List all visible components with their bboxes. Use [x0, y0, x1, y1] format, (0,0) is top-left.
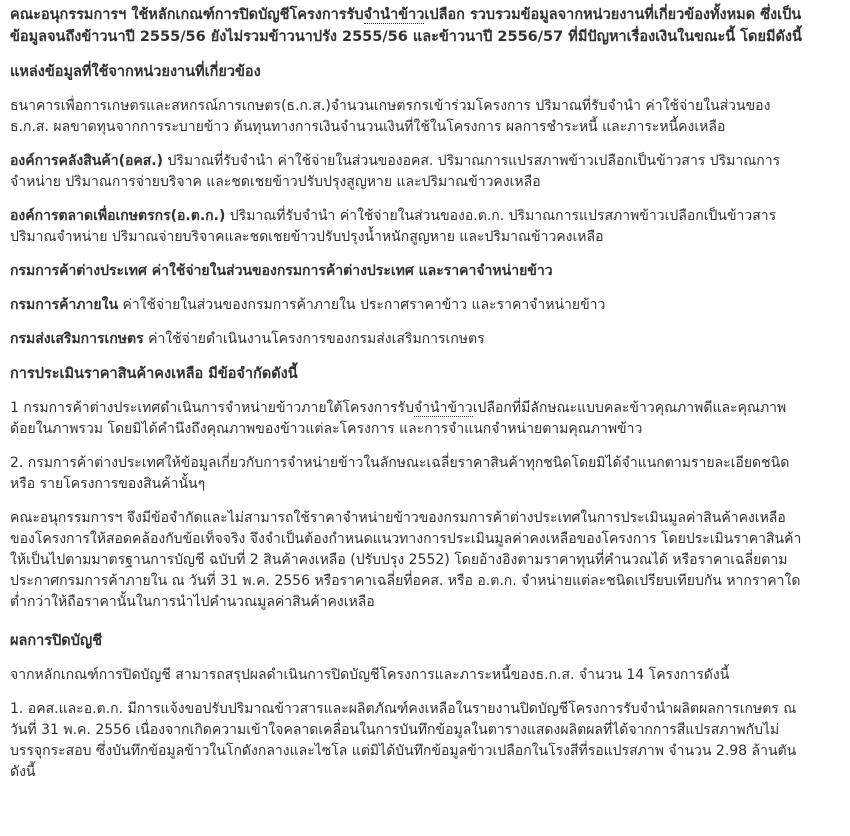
- source-text: จำนวนเกษตรกรเข้าร่วมโครงการ ปริมาณที่รับจำนำ ค่าใช้จ่ายในส่วนของธ.ก.ส. ผลขาดทุนจากการระบายข้าว ต้นทุนทางการเงินจำนวนเงินที่ใช้ในโครงการ ผลการชำระหนี้ และภาระหนี้คงเหลือ: [10, 98, 771, 135]
- source-label: ธนาคารเพื่อการเกษตรและสหกรณ์การเกษตร(ธ.ก.ส.): [10, 98, 331, 114]
- rice-pledging-term[interactable]: จำนำข้าว: [413, 400, 473, 416]
- limits-heading: การประเมินราคาสินค้าคงเหลือ มีข้อจำกัดดังนี้: [10, 366, 298, 382]
- intro-text-end: เปลือก รวบรวมข้อมูลจากหน่วยงานที่เกี่ยวข้องทั้งหมด ซึ่งเป็นข้อมูลจนถึงข้าวนาปี 2555/56 ยังไม่รวมข้าวนาปรัง 2555/56 และข้าวนาปี 2556/57 ที่มีปัญหาเรื่องเงินในขณะนี้ โดยมีดังนี้: [10, 7, 802, 45]
- limit-text-end: เปลือกที่มีลักษณะแบบคละข้าวคุณภาพดีและคุณภาพด้อยในภาพรวม โดยมิได้คำนึงถึงคุณภาพของข้าวแต่ละโครงการ และการจำแนกจำหน่ายตามคุณภาพข้าว: [10, 400, 787, 437]
- limit-item-1: [10, 398, 808, 440]
- limits-conclusion: คณะอนุกรรมการฯ จึงมีข้อจำกัดและไม่สามารถใช้ราคาจำหน่ายข้าวของกรมการค้าต่างประเทศในการประเมินมูลค่าสินค้าคงเหลือของโครงการให้สอดคล้องกับข้อเท็จจริง จึงจำเป็นต้องกำหนดแนวทางการประเมินมูลค่าคงเหลือของโครงการ โดยประเมินราคาสินค้าให้เป็นไปตามมาตรฐานการบัญชี ฉบับที่ 2 สินค้าคงเหลือ (ปรับปรุง 2552) โดยอ้างอิงตามราคาทุนที่คำนวณได้ หรือราคาเฉลี่ยตามประกาศกรมการค้าภายใน ณ วันที่ 31 พ.ค. 2556 หรือราคาเฉลี่ยที่อคส. หรือ อ.ต.ก. จำหน่ายแต่ละชนิดเปรียบเทียบกัน หากราคาใดต่ำกว่าให้ถือราคานั้นในการนำไปคำนวณมูลค่าสินค้าคงเหลือ: [10, 510, 802, 610]
- source-text: ปริมาณที่รับจำนำ ค่าใช้จ่ายในส่วนของอคส. ปริมาณการแปรสภาพข้าวเปลือกเป็นข้าวสาร ปริมาณการจำหน่าย ปริมาณการจ่ายบริจาค และชดเชยข้าวปรับปรุงสูญหาย และปริมาณข้าวคงเหลือ: [10, 153, 781, 190]
- results-item-1: 1. อคส.และอ.ต.ก. มีการแจ้งขอปรับปริมาณข้าวสารและผลิตภัณฑ์คงเหลือในรายงานปิดบัญชีโครงการรับจำนำผลิตผลการเกษตร ณ วันที่ 31 พ.ค. 2556 เนื่องจากเกิดความเข้าใจคลาดเคลื่อนในการบันทึกข้อมูลในตารางแสดงผลิตผลที่ได้จากการสีแปรสภาพกับไม่บรรจุกระสอบ ซึ่งบันทึกข้อมูลข้าวในโกดังกลางและไซโล แต่มิได้บันทึกข้อมูลข้าวเปลือกในโรงสีที่รอแปรสภาพ จำนวน 2.98 ล้านตัน ดังนี้: [10, 701, 797, 780]
- results-heading: ผลการปิดบัญชี: [10, 633, 103, 649]
- rice-pledging-term[interactable]: จำนำข้าว: [363, 7, 425, 23]
- source-label: องค์การคลังสินค้า(อคส.): [10, 153, 164, 169]
- source-label: องค์การตลาดเพื่อเกษตรกร(อ.ต.ก.): [10, 208, 226, 224]
- limit-text-start: 1 กรมการค้าต่างประเทศดำเนินการจำหน่ายข้าวภายใต้โครงการรับ: [10, 400, 414, 416]
- source-item-pwo: [10, 151, 808, 193]
- sources-heading: แหล่งข้อมูลที่ใช้จากหน่วยงานที่เกี่ยวข้อง: [10, 64, 261, 80]
- source-text: ค่าใช้จ่ายดำเนินงานโครงการของกรมส่งเสริมการเกษตร: [143, 331, 485, 347]
- limit-item-2: 2. กรมการค้าต่างประเทศให้ข้อมูลเกี่ยวกับการจำหน่ายข้าวในลักษณะเฉลี่ยราคาสินค้าทุกชนิดโดยมิได้จำแนกตามรายละเอียดชนิด หรือ รายโครงการของสินค้านั้นๆ: [10, 455, 790, 492]
- intro-text-start: คณะอนุกรรมการฯ ใช้หลักเกณฑ์การปิดบัญชีโครงการรับ: [10, 7, 364, 23]
- intro-paragraph: [10, 4, 808, 48]
- article-body: [0, 4, 824, 783]
- source-label: กรมการค้าภายใน: [10, 297, 119, 313]
- source-text: ค่าใช้จ่ายในส่วนของกรมการค้าภายใน ประกาศราคาข้าว และราคาจำหน่ายข้าว: [118, 297, 606, 313]
- source-item-foreign-trade: [10, 261, 808, 282]
- source-item-agri-extension: [10, 329, 808, 350]
- source-item-internal-trade: [10, 295, 808, 316]
- source-label: กรมส่งเสริมการเกษตร: [10, 331, 144, 347]
- source-item-baac: [10, 96, 808, 138]
- source-item-mof: [10, 206, 808, 248]
- source-text: ปริมาณที่รับจำนำ ค่าใช้จ่ายในส่วนของอ.ต.ก. ปริมาณการแปรสภาพข้าวเปลือกเป็นข้าวสาร ปริมาณจำหน่าย ปริมาณจ่ายบริจาคและชดเชยข้าวปรับปรุงน้ำหนักสูญหาย และปริมาณข้าวคงเหลือ: [10, 208, 777, 245]
- results-summary: จากหลักเกณฑ์การปิดบัญชี สามารถสรุปผลดำเนินการปิดบัญชีโครงการและภาระหนี้ของธ.ก.ส. จำนวน 14 โครงการดังนี้: [10, 667, 730, 683]
- source-label: กรมการค้าต่างประเทศ ค่าใช้จ่ายในส่วนของกรมการค้าต่างประเทศ และราคาจำหน่ายข้าว: [10, 263, 553, 279]
